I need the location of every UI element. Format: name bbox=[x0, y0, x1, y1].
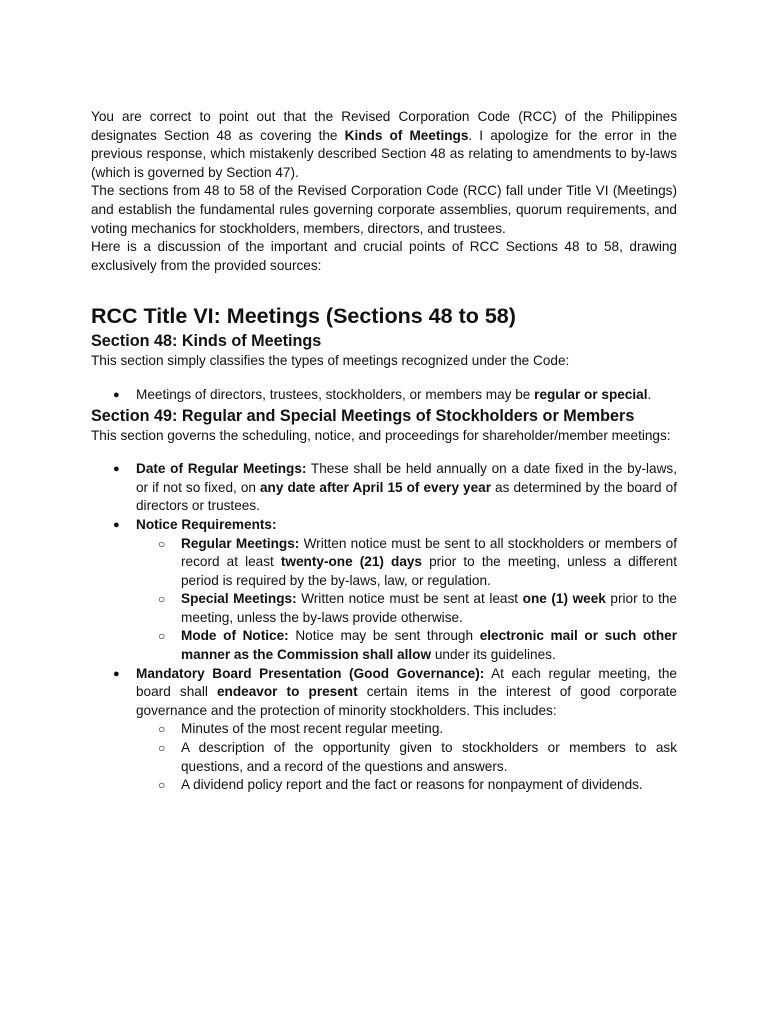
sublist-item: ○ A description of the opportunity given to stockholders or members to ask questions, and a record of the questions and answers. bbox=[158, 740, 677, 774]
section-48-list bbox=[91, 386, 677, 405]
bullet-icon: ● bbox=[113, 518, 120, 531]
list-item-date-of-regular-meetings: ● Date of Regular Meetings: These shall be held annually on a date fixed in the by-laws, or if not so fixed, on any date after April 15 of every year as determined by the board of directors or trustees. bbox=[113, 461, 677, 514]
sublist-item-regular-meetings: ○ Regular Meetings: Written notice must be sent to all stockholders or members of record at least twenty-one (21) days prior to the meeting, unless a different period is required by the by-laws, law, or regulation. bbox=[158, 535, 677, 588]
section-48-heading: Section 48: Kinds of Meetings bbox=[91, 332, 322, 351]
document-title: RCC Title VI: Meetings (Sections 48 to 58) bbox=[91, 304, 516, 329]
board-presentation-sublist bbox=[136, 720, 677, 794]
list-item-mandatory-board-presentation: ● Mandatory Board Presentation (Good Governance): At each regular meeting, the board shall endeavor to present certain items in the interest of good corporate governance and the protection of minority stockholders. This includes: ○ Minutes of the most recent regular meeting. ○ A description of the opportunity given to stockholders or members to ask questions, and a record of the questions and answers. ○ A dividend policy report and the fact or reasons for nonpayment of dividends. bbox=[91, 665, 677, 795]
intro-paragraph-correction: You are correct to point out that the Revised Corporation Code (RCC) of the Philippines designates Section 48 as covering the Kinds of Meetings. I apologize for the error in the previous response, which mistakenly described Section 48 as relating to amendments to by-laws (which is governed by Section 47). bbox=[91, 109, 677, 180]
intro-paragraph-title-vi: The sections from 48 to 58 of the Revised Corporation Code (RCC) fall under Title VI (Meetings) and establish the fundamental rules governing corporate assemblies, quorum requirements, and voting mechanics for stockholders, members, directors, and trustees. bbox=[91, 183, 677, 236]
intro-paragraph-discussion: Here is a discussion of the important and crucial points of RCC Sections 48 to 58, drawing exclusively from the provided sources: bbox=[91, 239, 677, 273]
sublist-item: ○ A dividend policy report and the fact or reasons for nonpayment of dividends. bbox=[136, 776, 677, 795]
sublist-item-mode-of-notice: ○ Mode of Notice: Notice may be sent through electronic mail or such other manner as the Commission shall allow under its guidelines. bbox=[158, 628, 677, 663]
section-49-intro: This section governs the scheduling, notice, and proceedings for shareholder/member meetings: bbox=[91, 427, 671, 443]
hollow-bullet-icon: ○ bbox=[158, 741, 166, 756]
hollow-bullet-icon: ○ bbox=[158, 592, 166, 607]
notice-sublist bbox=[136, 535, 677, 665]
section-48-intro: This section simply classifies the types of meetings recognized under the Code: bbox=[91, 353, 570, 369]
bullet-icon: ● bbox=[113, 388, 120, 401]
section-49-list bbox=[91, 460, 677, 795]
section-49-heading: Section 49: Regular and Special Meetings of Stockholders or Members bbox=[91, 406, 635, 425]
hollow-bullet-icon: ○ bbox=[158, 722, 166, 737]
list-item-notice-requirements: ● Notice Requirements: ○ Regular Meetings: Written notice must be sent to all stockholders or members of record at least twenty-one (21) days prior to the meeting, unless a different period is required by the by-laws, law, or regulation. ○ Special Meetings: Written notice must be sent at least one (1) week prior to the meeting, unless the by-laws provide otherwise. ○ Mode of Notice: Notice may be sent through electronic mail or such other manner as the Commission shall allow under its guidelines. bbox=[91, 516, 677, 665]
hollow-bullet-icon: ○ bbox=[158, 629, 166, 644]
hollow-bullet-icon: ○ bbox=[158, 536, 166, 551]
hollow-bullet-icon: ○ bbox=[158, 778, 166, 793]
document-page bbox=[91, 108, 677, 795]
bullet-icon: ● bbox=[113, 667, 120, 680]
bullet-icon: ● bbox=[113, 463, 120, 476]
sublist-item-special-meetings: ○ Special Meetings: Written notice must be sent at least one (1) week prior to the meeting, unless the by-laws provide otherwise. bbox=[158, 591, 677, 625]
list-item: ● Meetings of directors, trustees, stockholders, or members may be regular or special. bbox=[91, 386, 677, 405]
sublist-item: ○ Minutes of the most recent regular meeting. bbox=[136, 720, 677, 739]
